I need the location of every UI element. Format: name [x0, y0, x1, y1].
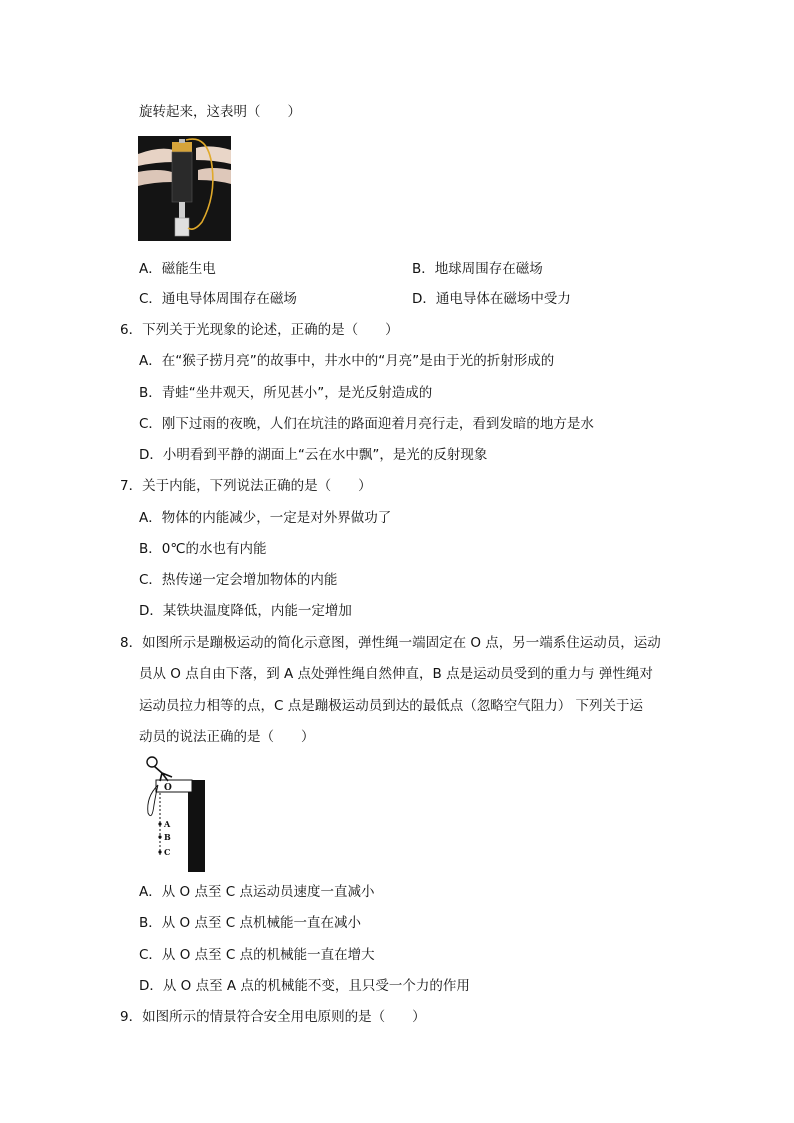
q8-option-c[interactable]: C．从 O 点至 C 点的机械能一直在增大: [139, 947, 375, 963]
q8-option-b[interactable]: B．从 O 点至 C 点机械能一直在减小: [139, 915, 361, 931]
q7-stem: 7．关于内能，下列说法正确的是（ ）: [120, 478, 372, 494]
label-b: B: [164, 832, 171, 842]
q5-stem-tail: 旋转起来，这表明（ ）: [139, 104, 301, 120]
q5-option-a[interactable]: A．磁能生电: [139, 261, 216, 277]
q8-stem-line-4: 动员的说法正确的是（ ）: [139, 729, 315, 745]
label-c: C: [164, 847, 171, 857]
q7-option-d[interactable]: D．某铁块温度降低，内能一定增加: [139, 603, 352, 619]
platform: [156, 780, 192, 792]
q9-stem: 9．如图所示的情景符合安全用电原则的是（ ）: [120, 1009, 426, 1025]
q8-stem-line-1: 8．如图所示是蹦极运动的简化示意图，弹性绳一端固定在 O 点，另一端系住运动员，运动: [120, 635, 661, 651]
battery-magnet-photo: [138, 136, 231, 241]
q5-option-b[interactable]: B．地球周围存在磁场: [412, 261, 543, 277]
label-o: O: [164, 783, 172, 793]
q6-stem: 6．下列关于光现象的论述，正确的是（ ）: [120, 322, 399, 338]
q5-option-d[interactable]: D．通电导体在磁场中受力: [412, 291, 571, 307]
q7-option-b[interactable]: B．0℃的水也有内能: [139, 541, 267, 557]
q6-option-b[interactable]: B．青蛙“坐井观天，所见甚小”，是光反射造成的: [139, 385, 433, 401]
q5-option-c[interactable]: C．通电导体周围存在磁场: [139, 291, 297, 307]
q7-option-a[interactable]: A．物体的内能减少，一定是对外界做功了: [139, 510, 392, 526]
jumper-head: [147, 757, 157, 767]
q6-option-c[interactable]: C．刚下过雨的夜晚，人们在坑洼的路面迎着月亮行走，看到发暗的地方是水: [139, 416, 594, 432]
bungee-diagram: [140, 755, 210, 873]
q8-stem-line-3: 运动员拉力相等的点，C 点是蹦极运动员到达的最低点（忽略空气阻力） 下列关于运: [139, 698, 644, 714]
q8-option-a[interactable]: A．从 O 点至 C 点运动员速度一直减小: [139, 884, 375, 900]
jumper-body: [154, 766, 172, 781]
q7-option-c[interactable]: C．热传递一定会增加物体的内能: [139, 572, 338, 588]
q6-option-d[interactable]: D．小明看到平静的湖面上“云在水中飘”，是光的反射现象: [139, 447, 488, 463]
q8-stem-line-2: 员从 O 点自由下落，到 A 点处弹性绳自然伸直，B 点是运动员受到的重力与 弹性绳对: [139, 666, 653, 682]
cliff-wall: [188, 780, 205, 872]
q8-option-d[interactable]: D．从 O 点至 A 点的机械能不变，且只受一个力的作用: [139, 978, 470, 994]
label-a: A: [164, 819, 171, 829]
q6-option-a[interactable]: A．在“猴子捞月亮”的故事中，井水中的“月亮”是由于光的折射形成的: [139, 353, 555, 369]
